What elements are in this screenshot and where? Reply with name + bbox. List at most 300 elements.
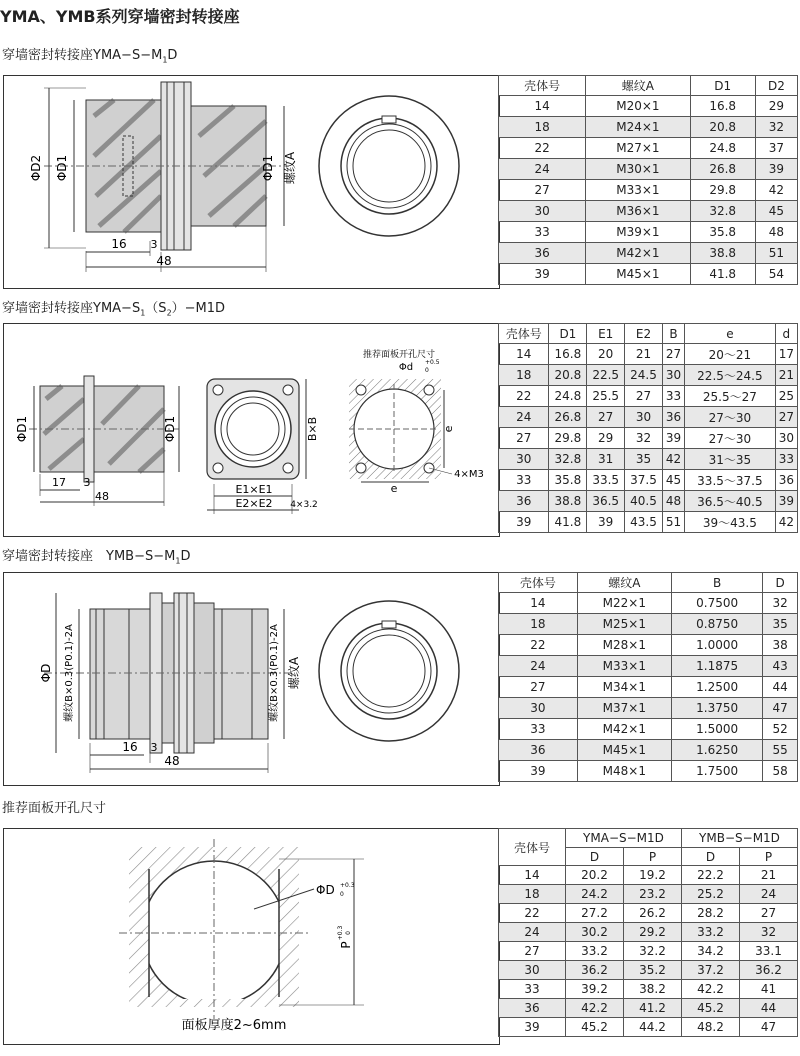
s1-cell: 32 (755, 117, 797, 138)
s1-cell: 27 (499, 180, 586, 201)
s2-cell: 41.8 (549, 512, 587, 533)
table-row (499, 866, 798, 885)
s1-side-view (44, 82, 289, 250)
s4-cell: 32.2 (623, 942, 681, 961)
s2-cell: 30 (662, 365, 684, 386)
section3-table (498, 572, 798, 782)
s2-cell: 48 (662, 491, 684, 512)
s3-cell: M33×1 (577, 656, 671, 677)
s3-cell: 27 (499, 677, 578, 698)
s2-cell: 20.8 (549, 365, 587, 386)
s4-cell: 19.2 (623, 866, 681, 885)
s1-cell: 24.8 (690, 138, 755, 159)
s2-header-0: 壳体号 (499, 324, 549, 344)
s4-subheader-0: D (566, 848, 624, 866)
s1-dim-16: 16 (111, 237, 127, 251)
s2-label-phi-d: Φd (398, 362, 414, 373)
table-row (499, 491, 798, 512)
s2-cell: 36.5～40.5 (685, 491, 776, 512)
s3-cell: 0.8750 (671, 614, 762, 635)
s4-cell: 25.2 (681, 885, 739, 904)
s1-cell: 54 (755, 264, 797, 285)
section1-heading-sub: 1 (162, 55, 168, 65)
s2-cell: 25.5 (587, 386, 625, 407)
s4-label-p: P (339, 941, 353, 949)
s4-header-shell: 壳体号 (499, 829, 566, 866)
s1-cell: 24 (499, 159, 586, 180)
s2-phi-d-tol-lower: 0 (425, 367, 429, 374)
s3-header-2: B (671, 573, 762, 593)
table-row (499, 138, 798, 159)
s4-cell: 29.2 (623, 923, 681, 942)
section2-drawing-frame (3, 323, 500, 537)
s3-cell: M37×1 (577, 698, 671, 719)
s2-label-e-right: e (442, 425, 455, 433)
s1-cell: 45 (755, 201, 797, 222)
s2-cell: 40.5 (625, 491, 663, 512)
s3-dim-16: 16 (122, 740, 138, 754)
s1-cell: M42×1 (586, 243, 690, 264)
s1-cell: 42 (755, 180, 797, 201)
s2-cell: 27 (587, 407, 625, 428)
s2-cell: 22.5 (587, 365, 625, 386)
s2-cell: 36.5 (587, 491, 625, 512)
s2-cell: 29.8 (549, 428, 587, 449)
table-row (499, 407, 798, 428)
s4-cell: 18 (499, 885, 566, 904)
section3-heading-main: 穿墙密封转接座 YMB−S−M (2, 549, 176, 564)
s2-cell: 21 (625, 344, 663, 365)
s1-cell: M27×1 (586, 138, 690, 159)
s3-cell: 44 (763, 677, 798, 698)
s1-dim-48: 48 (156, 254, 172, 268)
s4-cell: 22 (499, 904, 566, 923)
s2-cell: 27～30 (685, 407, 776, 428)
s3-cell: 1.7500 (671, 761, 762, 782)
s3-cell: 1.2500 (671, 677, 762, 698)
s1-cell: 38.8 (690, 243, 755, 264)
section2-heading-b: （S (145, 301, 167, 316)
s4-cell: 32 (739, 923, 797, 942)
s1-cell: M45×1 (586, 264, 690, 285)
s2-cell: 39 (662, 428, 684, 449)
s4-header-yma: YMA−S−M1D (566, 829, 682, 848)
s2-cell: 32 (625, 428, 663, 449)
table-row (499, 885, 798, 904)
s3-cell: 35 (763, 614, 798, 635)
s2-cell: 30 (499, 449, 549, 470)
s1-dim-3: 3 (150, 238, 158, 251)
s4-cell: 34.2 (681, 942, 739, 961)
s4-cell: 41.2 (623, 999, 681, 1018)
s3-cell: 39 (499, 761, 578, 782)
s3-label-thread-a: 螺纹A (287, 656, 301, 690)
section2-heading-a: 穿墙密封转接座YMA−S (2, 301, 141, 316)
section3-drawing-frame (3, 572, 500, 786)
table-row (499, 96, 798, 117)
s1-cell: 35.8 (690, 222, 755, 243)
s2-cell: 24 (499, 407, 549, 428)
s3-cell: 1.3750 (671, 698, 762, 719)
s4-subheader-1: P (623, 848, 681, 866)
s2-header-3: E2 (625, 324, 663, 344)
s2-cell: 27 (499, 428, 549, 449)
s4-cell: 21 (739, 866, 797, 885)
s3-cell: 55 (763, 740, 798, 761)
s2-header-6: d (775, 324, 797, 344)
s1-cell: 39 (499, 264, 586, 285)
s3-front-view (319, 601, 459, 741)
s2-cell: 20 (587, 344, 625, 365)
table-row (499, 180, 798, 201)
s3-cell: 58 (763, 761, 798, 782)
s2-cell: 38.8 (549, 491, 587, 512)
s4-cell: 33.2 (681, 923, 739, 942)
s4-cell: 33 (499, 980, 566, 999)
s1-header-3: D2 (755, 76, 797, 96)
s1-cell: 36 (499, 243, 586, 264)
s3-cell: 32 (763, 593, 798, 614)
s2-header-1: D1 (549, 324, 587, 344)
table-row (499, 222, 798, 243)
s2-panel-cutout (349, 379, 452, 482)
section1-heading-tail: D (167, 48, 178, 63)
s1-cell: 20.8 (690, 117, 755, 138)
section4-drawing (4, 829, 499, 1044)
table-row (499, 740, 798, 761)
table-row (499, 449, 798, 470)
s3-cell: 0.7500 (671, 593, 762, 614)
table-row (499, 512, 798, 533)
s2-cell: 27 (662, 344, 684, 365)
s4-cell: 26.2 (623, 904, 681, 923)
s3-cell: 43 (763, 656, 798, 677)
s4-cell: 44 (739, 999, 797, 1018)
s2-cell: 39 (587, 512, 625, 533)
s1-cell: 48 (755, 222, 797, 243)
s2-cell: 22 (499, 386, 549, 407)
section1-drawing-frame (3, 75, 500, 289)
s4-cell: 24 (499, 923, 566, 942)
s1-cell: 29.8 (690, 180, 755, 201)
s1-cell: 29 (755, 96, 797, 117)
section2-heading (2, 297, 225, 318)
s3-cell: M28×1 (577, 635, 671, 656)
s2-cell: 39～43.5 (685, 512, 776, 533)
s3-cell: 1.6250 (671, 740, 762, 761)
s1-header-0: 壳体号 (499, 76, 586, 96)
s2-cell: 39 (775, 491, 797, 512)
s4-cell: 38.2 (623, 980, 681, 999)
s3-label-thread-right: 螺纹B×0.3(P0.1)-2A (269, 624, 280, 722)
table-row (499, 1018, 798, 1037)
s4-cell: 36 (499, 999, 566, 1018)
s2-cell: 20～21 (685, 344, 776, 365)
table-row (499, 470, 798, 491)
s4-cell: 47 (739, 1018, 797, 1037)
s4-cutout (119, 839, 364, 1019)
s2-cell: 45 (662, 470, 684, 491)
s1-cell: M39×1 (586, 222, 690, 243)
s2-cell: 16.8 (549, 344, 587, 365)
s1-cell: 41.8 (690, 264, 755, 285)
s2-label-d1-a: ΦD1 (15, 415, 29, 443)
s2-label-d1-b: ΦD1 (163, 415, 177, 443)
s4-cell: 44.2 (623, 1018, 681, 1037)
s2-cell: 37.5 (625, 470, 663, 491)
s4-cell: 24 (739, 885, 797, 904)
s4-cell: 27.2 (566, 904, 624, 923)
section2-heading-sub1: 1 (140, 308, 146, 318)
s1-label-d2: ΦD2 (29, 154, 43, 182)
s4-cell: 39.2 (566, 980, 624, 999)
s2-cell: 39 (499, 512, 549, 533)
s2-header-4: B (662, 324, 684, 344)
s2-label-holes: 4×3.2 (290, 500, 318, 510)
s4-p-tol-lower: 0 (345, 931, 352, 935)
section2-heading-sub2: 2 (166, 308, 172, 318)
section1-heading-main: 穿墙密封转接座YMA−S−M (2, 48, 163, 63)
s4-cell: 33.1 (739, 942, 797, 961)
section4-heading: 推荐面板开孔尺寸 (2, 801, 107, 816)
s2-dim-17: 17 (52, 476, 66, 489)
s2-cell: 36 (662, 407, 684, 428)
s2-cell: 14 (499, 344, 549, 365)
s3-label-phi-d: ΦD (39, 663, 53, 683)
section3-heading-tail: D (180, 549, 191, 564)
s2-cell: 33 (775, 449, 797, 470)
s2-label-bxb: B×B (306, 416, 319, 442)
s2-cell: 35 (625, 449, 663, 470)
table-row (499, 243, 798, 264)
s2-cell: 33.5～37.5 (685, 470, 776, 491)
s4-header-ymb: YMB−S−M1D (681, 829, 797, 848)
s4-cell: 22.2 (681, 866, 739, 885)
s4-cell: 42.2 (566, 999, 624, 1018)
s3-cell: 38 (763, 635, 798, 656)
s4-caption: 面板厚度2~6mm (181, 1018, 287, 1033)
s2-label-m3: 4×M3 (454, 469, 484, 480)
section3-heading (2, 545, 190, 566)
section4-drawing-frame (3, 828, 500, 1045)
s4-cell: 33.2 (566, 942, 624, 961)
s3-cell: 36 (499, 740, 578, 761)
s4-cell: 24.2 (566, 885, 624, 904)
section1-heading (2, 44, 177, 65)
s4-cell: 30 (499, 961, 566, 980)
s2-cell: 18 (499, 365, 549, 386)
s1-cell: 14 (499, 96, 586, 117)
s2-cell: 29 (587, 428, 625, 449)
s4-cell: 36.2 (739, 961, 797, 980)
s2-cell: 27 (775, 407, 797, 428)
s4-cell: 27 (739, 904, 797, 923)
s3-dim-3: 3 (150, 741, 158, 754)
table-row (499, 386, 798, 407)
s4-subheader-3: P (739, 848, 797, 866)
s3-cell: 52 (763, 719, 798, 740)
s2-label-e1: E1×E1 (235, 483, 273, 496)
s3-side-view (44, 593, 294, 773)
table-row (499, 923, 798, 942)
s2-dim-48: 48 (95, 490, 109, 503)
s3-header-3: D (763, 573, 798, 593)
s4-cell: 23.2 (623, 885, 681, 904)
s1-header-2: D1 (690, 76, 755, 96)
s3-header-1: 螺纹A (577, 573, 671, 593)
s2-header-2: E1 (587, 324, 625, 344)
s2-cell: 27～30 (685, 428, 776, 449)
page-title: YMA、YMB系列穿墙密封转接座 (0, 7, 240, 26)
s3-cell: 18 (499, 614, 578, 635)
table-row (499, 635, 798, 656)
s4-cell: 41 (739, 980, 797, 999)
s2-cell: 22.5～24.5 (685, 365, 776, 386)
s1-cell: 30 (499, 201, 586, 222)
s1-cell: 22 (499, 138, 586, 159)
s2-phi-d-tol-upper: +0.5 (425, 359, 440, 366)
s4-cell: 20.2 (566, 866, 624, 885)
table-row (499, 961, 798, 980)
table-row (499, 344, 798, 365)
s2-cell: 35.8 (549, 470, 587, 491)
s1-front-view (319, 96, 459, 236)
table-row (499, 614, 798, 635)
s2-cell: 51 (662, 512, 684, 533)
s4-cell: 35.2 (623, 961, 681, 980)
s2-cell: 36 (775, 470, 797, 491)
s1-cell: 32.8 (690, 201, 755, 222)
s2-cell: 42 (662, 449, 684, 470)
s2-panel-caption: 推荐面板开孔尺寸 (362, 350, 436, 360)
s4-cell: 39 (499, 1018, 566, 1037)
s4-cell: 42.2 (681, 980, 739, 999)
section3-drawing (4, 573, 499, 785)
s3-cell: M48×1 (577, 761, 671, 782)
s2-label-e2: E2×E2 (235, 497, 273, 510)
s2-cell: 31 (587, 449, 625, 470)
table-row (499, 999, 798, 1018)
s4-label-phi-d: ΦD (316, 883, 335, 897)
s3-cell: M45×1 (577, 740, 671, 761)
s2-cell: 33.5 (587, 470, 625, 491)
s1-cell: 16.8 (690, 96, 755, 117)
table-row (499, 264, 798, 285)
s1-label-d1-right: ΦD1 (261, 154, 275, 182)
s3-cell: 22 (499, 635, 578, 656)
s4-cell: 48.2 (681, 1018, 739, 1037)
s3-cell: 47 (763, 698, 798, 719)
table-row (499, 904, 798, 923)
table-row (499, 656, 798, 677)
s3-cell: M22×1 (577, 593, 671, 614)
s4-cell: 45.2 (681, 999, 739, 1018)
s2-cell: 31～35 (685, 449, 776, 470)
s1-cell: M33×1 (586, 180, 690, 201)
section2-drawing (4, 324, 499, 536)
s2-dim-3: 3 (83, 476, 91, 489)
s3-cell: M25×1 (577, 614, 671, 635)
table-row (499, 428, 798, 449)
s1-cell: M24×1 (586, 117, 690, 138)
s2-cell: 17 (775, 344, 797, 365)
s2-cell: 27 (625, 386, 663, 407)
s2-cell: 43.5 (625, 512, 663, 533)
s1-cell: M20×1 (586, 96, 690, 117)
table-row (499, 942, 798, 961)
section1-drawing (4, 76, 499, 288)
s1-cell: 51 (755, 243, 797, 264)
s3-cell: M42×1 (577, 719, 671, 740)
s1-cell: 33 (499, 222, 586, 243)
s2-cell: 32.8 (549, 449, 587, 470)
s2-cell: 36 (499, 491, 549, 512)
s4-subheader-2: D (681, 848, 739, 866)
s2-label-e-bottom: e (390, 482, 398, 495)
s4-cell: 45.2 (566, 1018, 624, 1037)
s4-cell: 30.2 (566, 923, 624, 942)
table-row (499, 761, 798, 782)
s2-cell: 33 (662, 386, 684, 407)
s1-cell: 18 (499, 117, 586, 138)
s2-cell: 25 (775, 386, 797, 407)
s1-label-thread: 螺纹A (283, 151, 297, 185)
s2-cell: 24.5 (625, 365, 663, 386)
s3-header-0: 壳体号 (499, 573, 578, 593)
s4-phi-d-tol-upper: +0.3 (340, 882, 355, 889)
s1-cell: M36×1 (586, 201, 690, 222)
section4-table (498, 828, 798, 1037)
table-row (499, 365, 798, 386)
section3-heading-sub: 1 (175, 556, 181, 566)
s3-cell: 30 (499, 698, 578, 719)
s3-cell: M34×1 (577, 677, 671, 698)
s4-cell: 14 (499, 866, 566, 885)
s3-cell: 14 (499, 593, 578, 614)
section1-table (498, 75, 798, 285)
s3-cell: 1.0000 (671, 635, 762, 656)
s2-cell: 33 (499, 470, 549, 491)
s3-dim-48: 48 (164, 754, 180, 768)
table-row (499, 980, 798, 999)
s4-phi-d-tol-lower: 0 (340, 891, 344, 898)
s4-cell: 27 (499, 942, 566, 961)
s3-cell: 1.1875 (671, 656, 762, 677)
s4-p-tol-upper: +0.3 (337, 925, 344, 941)
s1-header-1: 螺纹A (586, 76, 690, 96)
s1-label-d1-left: ΦD1 (55, 154, 69, 182)
s3-cell: 24 (499, 656, 578, 677)
table-row (499, 159, 798, 180)
s2-cell: 30 (625, 407, 663, 428)
s1-cell: 37 (755, 138, 797, 159)
s2-cell: 24.8 (549, 386, 587, 407)
s2-cell: 21 (775, 365, 797, 386)
s4-cell: 36.2 (566, 961, 624, 980)
table-row (499, 593, 798, 614)
table-row (499, 117, 798, 138)
s1-cell: 26.8 (690, 159, 755, 180)
table-row (499, 201, 798, 222)
s2-cell: 30 (775, 428, 797, 449)
s3-label-thread-left: 螺纹B×0.3(P0.1)-2A (64, 624, 75, 722)
section2-table (498, 323, 798, 533)
section2-heading-c: ）−M1D (171, 301, 226, 316)
table-row (499, 719, 798, 740)
s2-cell: 25.5～27 (685, 386, 776, 407)
s3-cell: 1.5000 (671, 719, 762, 740)
s2-cell: 42 (775, 512, 797, 533)
